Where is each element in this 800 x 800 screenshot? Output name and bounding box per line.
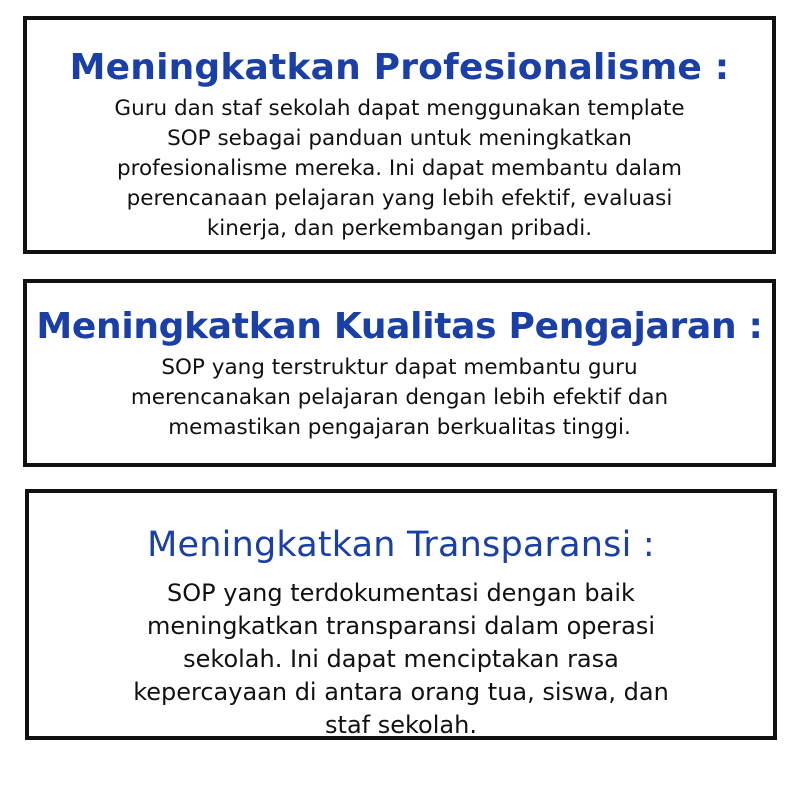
card-transparansi <box>25 489 777 740</box>
card-profesionalisme <box>23 16 776 254</box>
card-body: Guru dan staf sekolah dapat menggunakan template SOP sebagai panduan untuk meningkatkan profesionalisme mereka. Ini dapat membantu dalam perencanaan pelajaran yang lebih efektif, evaluasi kinerja, dan perkembangan pribadi. <box>114 96 685 241</box>
card-body: SOP yang terdokumentasi dengan baik meningkatkan transparansi dalam operasi sekolah. Ini dapat menciptakan rasa kepercayaan di antara orang tua, siswa, dan staf sekolah. <box>133 579 669 739</box>
card-title: Meningkatkan Transparansi : <box>147 525 655 565</box>
card-body: SOP yang terstruktur dapat membantu guru merencanakan pelajaran dengan lebih efektif dan memastikan pengajaran berkualitas tinggi. <box>130 355 669 440</box>
card-kualitas-pengajaran <box>23 279 776 467</box>
card-title: Meningkatkan Profesionalisme : <box>69 47 730 88</box>
card-title: Meningkatkan Kualitas Pengajaran : <box>36 306 763 347</box>
